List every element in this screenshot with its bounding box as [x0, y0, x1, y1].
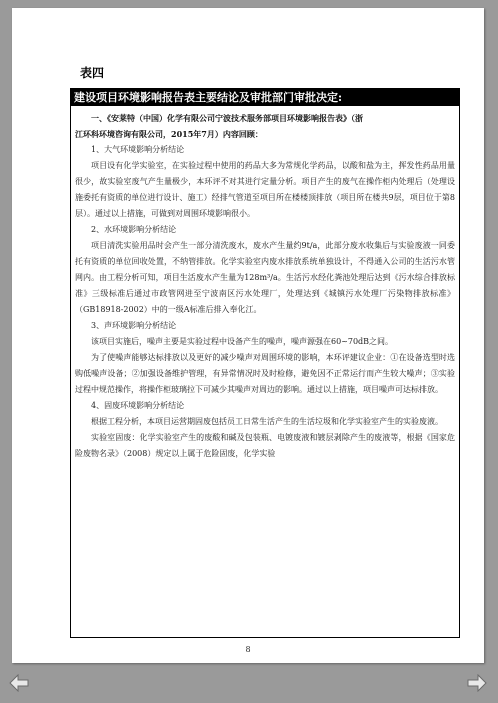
paragraph-solid-waste-1: 根据工程分析，本项目运营期固废包括员工日常生活产生的生活垃圾和化学实验室产生的实验废液。	[91, 417, 443, 426]
paragraph-noise-1: 该项目实施后，噪声主要是实验过程中设备产生的噪声，噪声源强在60~70dB之间。	[91, 337, 394, 346]
table-header: 建设项目环境影响报告表主要结论及审批部门审批决定:	[71, 89, 459, 106]
subheading-water: 2、水环境影响分析结论	[91, 225, 177, 234]
page-number: 8	[245, 645, 251, 654]
next-page-button[interactable]	[466, 672, 488, 694]
section-heading-line2: 江环科环境咨询有限公司，2015年7月）内容回顾：	[75, 129, 263, 139]
subheading-noise: 3、声环境影响分析结论	[91, 321, 177, 330]
arrow-left-icon	[9, 674, 29, 692]
table-body	[71, 106, 459, 462]
conclusion-table	[70, 88, 460, 638]
subheading-solid-waste: 4、固废环境影响分析结论	[91, 401, 185, 410]
paragraph-solid-waste-2: 实验室固废：化学实验室产生的废酸和碱及包装瓶、电镀废液和镀层剥除产生的废液等，根据《国家危险废物名录》（2008）规定以上属于危险固废，化学实验	[75, 433, 455, 458]
previous-page-button[interactable]	[8, 672, 30, 694]
table-label: 表四	[80, 66, 105, 80]
subheading-air: 1、大气环境影响分析结论	[91, 145, 185, 154]
document-page	[12, 8, 484, 663]
paragraph-air: 项目设有化学实验室，在实验过程中使用的药品大多为常规化学药品，以酸和盐为主，挥发性药品用量很少，故实验室废气产生量极少，本环评不对其进行定量分析。项目产生的废气在操作柜内处理后（处理设施委托有资质的单位进行设计、施工）经排气管道至项目所在楼楼顶排放（项目所在楼共9层，项目位于第8层）。通过以上措施，可做到对周围环境影响很小。	[75, 161, 455, 218]
paragraph-water: 项目清洗实验用品时会产生一部分清洗废水，废水产生量约9t/a，此部分废水收集后与实验废液一同委托有资质的单位回收处置，不纳管排放。化学实验室内废水排放系统单独设计，不得通入公司的生活污水管网内。由工程分析可知，项目生活废水产生量为128m³/a。生活污水经化粪池处理后达到《污水综合排放标准》三级标准后通过市政管网进至宁波南区污水处理厂，处理达到《城镇污水处理厂污染物排放标准》（GB18918-2002）中的一级A标准后排入奉化江。	[75, 241, 455, 314]
paragraph-noise-2: 为了使噪声能够达标排放以及更好的减少噪声对周围环境的影响，本环评建议企业：①在设备选型时选购低噪声设备；②加强设备维护管理，有异常情况时及时检修，避免因不正常运行而产生较大噪声；③实验过程中规范操作，将操作柜玻璃拉下可减少其噪声对周边的影响。通过以上措施，项目噪声可达标排放。	[75, 353, 455, 394]
arrow-right-icon	[467, 674, 487, 692]
section-heading-line1: 一、《安莱特（中国）化学有限公司宁波技术服务部项目环境影响报告表》（浙	[91, 113, 363, 123]
